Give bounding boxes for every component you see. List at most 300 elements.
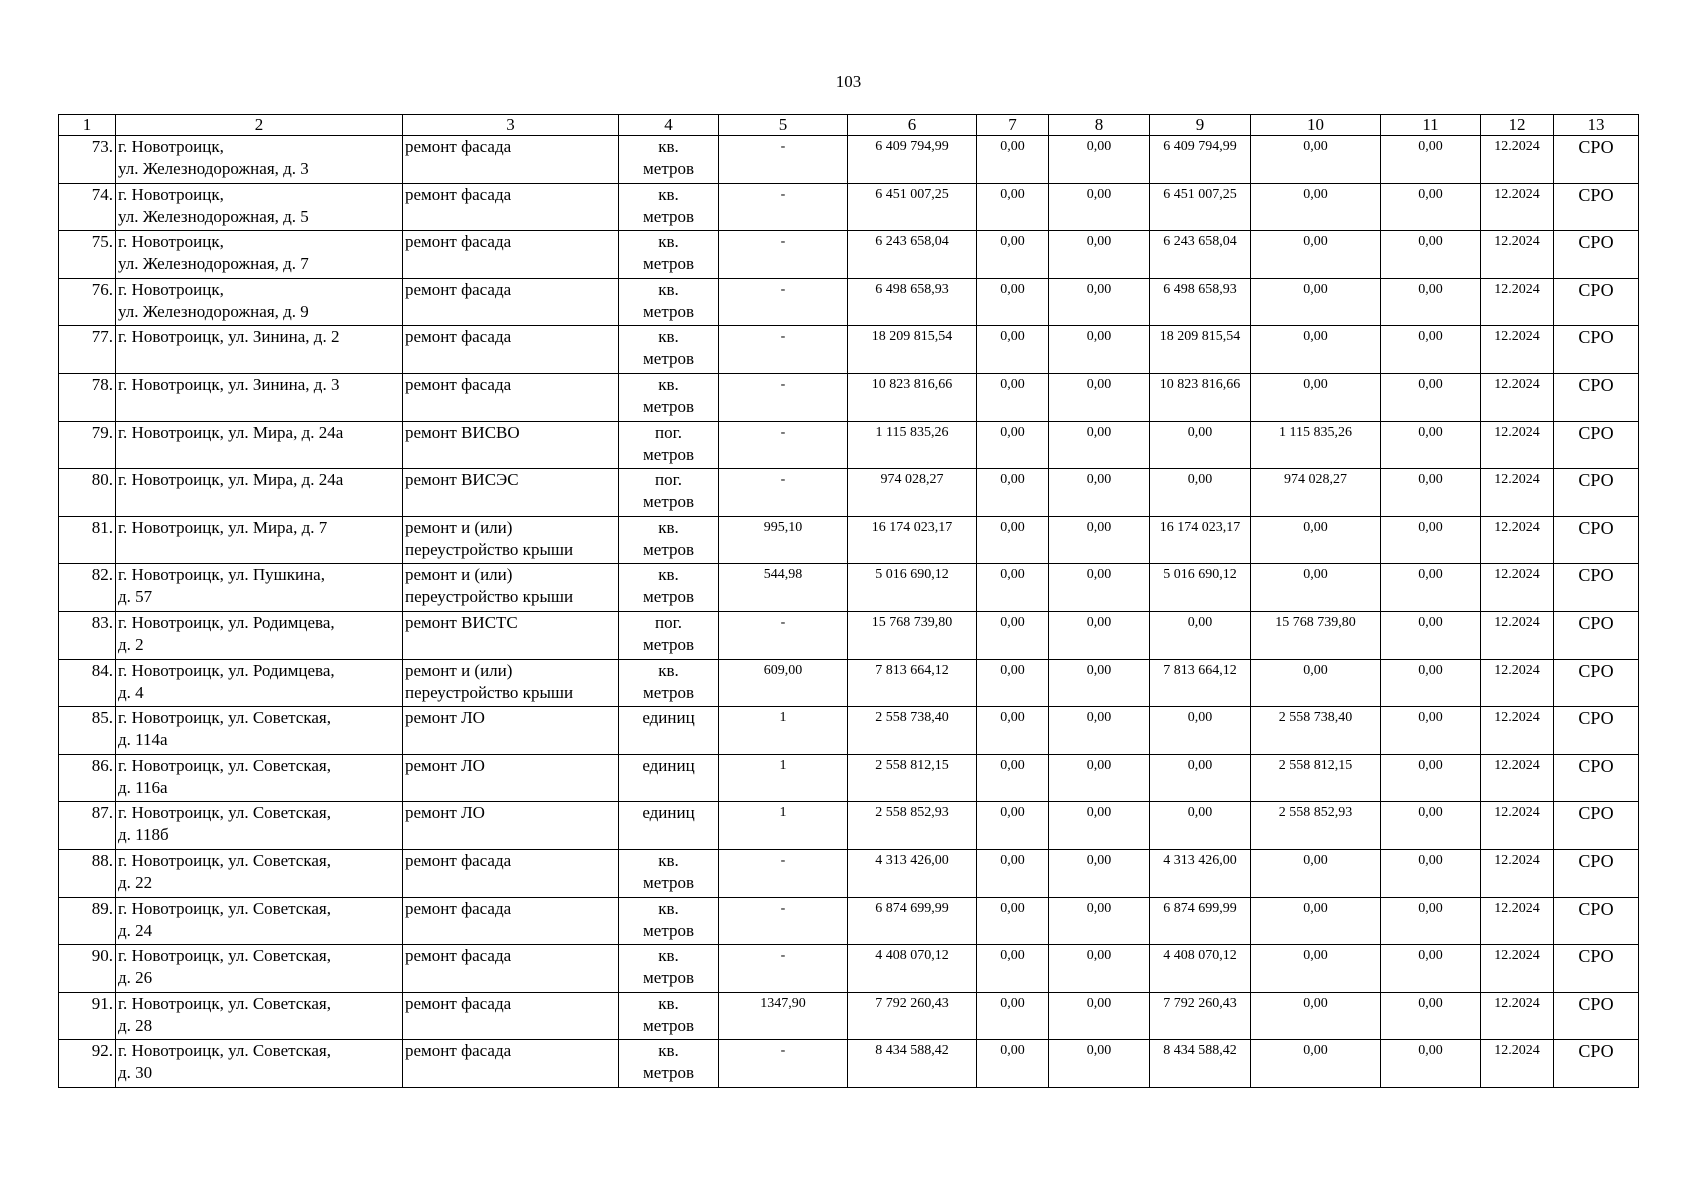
address-cell [116, 469, 403, 517]
table-row [59, 421, 1639, 469]
work-type-cell [403, 849, 619, 897]
deadline-cell-line: 12.2024 [1494, 281, 1540, 297]
col8-cell [1049, 802, 1150, 850]
row-number [59, 421, 116, 469]
table-row [59, 802, 1639, 850]
col7-cell-line: 0,00 [1000, 281, 1025, 297]
work-type-cell [403, 231, 619, 279]
work-type-cell-line: ремонт фасада [405, 232, 512, 252]
row-number [59, 849, 116, 897]
volume-cell-line: - [780, 139, 786, 154]
header-cell-col7: 7 [977, 115, 1049, 136]
table-body [59, 136, 1639, 1088]
deadline-cell-line: 12.2024 [1494, 424, 1540, 440]
col7-cell-line: 0,00 [1000, 329, 1025, 345]
header-cell-col3: 3 [403, 115, 619, 136]
address-cell-line: д. 28 [118, 1015, 153, 1035]
unit-cell [619, 1040, 719, 1088]
unit-cell [619, 326, 719, 374]
work-type-cell-line: ремонт фасада [405, 137, 512, 156]
address-cell-line: д. 116а [118, 777, 168, 797]
total-cost-cell-line: 18 209 815,54 [871, 329, 953, 345]
unit-cell-line: кв. [658, 184, 679, 204]
unit-cell-line: метров [643, 159, 694, 178]
unit-cell [619, 754, 719, 802]
col7-cell-line: 0,00 [1000, 614, 1025, 630]
col7-cell-line: 0,00 [1000, 376, 1025, 392]
total-cost-cell-line: 2 558 812,15 [875, 757, 949, 773]
col7-cell-line: 0,00 [1000, 948, 1025, 964]
deadline-cell [1481, 326, 1554, 374]
col7-cell-line: 0,00 [1000, 995, 1025, 1011]
address-cell-line: г. Новотроицк, ул. Мира, д. 7 [118, 517, 328, 537]
col9-cell-line: 6 874 699,99 [1163, 900, 1237, 916]
executor-cell [1554, 707, 1639, 755]
row-number-line: 78. [91, 374, 113, 394]
unit-cell-line: метров [643, 682, 694, 702]
address-cell-line: г. Новотроицк, ул. Родимцева, [118, 660, 335, 680]
col11-cell [1381, 373, 1481, 421]
executor-cell [1554, 136, 1639, 184]
unit-cell [619, 707, 719, 755]
unit-cell-line: метров [643, 349, 694, 369]
work-type-cell [403, 516, 619, 564]
col8-cell [1049, 945, 1150, 993]
col8-cell [1049, 1040, 1150, 1088]
address-cell-line: г. Новотроицк, ул. Пушкина, [118, 565, 325, 585]
col8-cell-line: 0,00 [1086, 710, 1112, 726]
address-cell-line: г. Новотроицк, ул. Советская, [118, 993, 331, 1013]
col11-cell [1381, 659, 1481, 707]
table-row [59, 1040, 1639, 1088]
unit-cell [619, 469, 719, 517]
deadline-cell [1481, 183, 1554, 231]
col10-cell-line: 0,00 [1303, 234, 1328, 250]
col8-cell [1049, 326, 1150, 374]
col10-cell-line: 0,00 [1303, 519, 1328, 535]
col7-cell [977, 611, 1049, 659]
deadline-cell [1481, 278, 1554, 326]
executor-cell [1554, 231, 1639, 279]
col10-cell-line: 2 558 812,15 [1278, 757, 1353, 773]
unit-cell [619, 945, 719, 993]
deadline-cell-line: 12.2024 [1494, 329, 1540, 345]
total-cost-cell [848, 373, 977, 421]
col7-cell-line: 0,00 [1000, 424, 1025, 440]
deadline-cell [1481, 469, 1554, 517]
col9-cell [1150, 945, 1251, 993]
col9-cell-line: 6 451 007,25 [1163, 186, 1237, 202]
row-number-line: 92. [91, 1041, 113, 1061]
work-type-cell [403, 754, 619, 802]
col10-cell-line: 974 028,27 [1284, 472, 1347, 488]
work-type-cell [403, 136, 619, 184]
col11-cell-line: 0,00 [1418, 614, 1443, 630]
col7-cell [977, 992, 1049, 1040]
deadline-cell [1481, 421, 1554, 469]
header-cell-col1: 1 [59, 115, 116, 136]
col7-cell [977, 802, 1049, 850]
col10-cell [1251, 136, 1381, 184]
works-table [58, 114, 1639, 1088]
volume-cell [719, 945, 848, 993]
col9-cell-line: 0,00 [1187, 614, 1213, 630]
col9-cell-line: 10 823 816,66 [1159, 376, 1241, 392]
col9-cell [1150, 659, 1251, 707]
executor-cell [1554, 469, 1639, 517]
col10-cell [1251, 849, 1381, 897]
executor-cell [1554, 849, 1639, 897]
col7-cell-line: 0,00 [1000, 234, 1025, 250]
deadline-cell-line: 12.2024 [1494, 995, 1540, 1011]
address-cell [116, 659, 403, 707]
row-number [59, 802, 116, 850]
col9-cell [1150, 278, 1251, 326]
col10-cell-line: 0,00 [1303, 281, 1328, 297]
volume-cell-line: - [780, 234, 786, 250]
executor-cell [1554, 278, 1639, 326]
work-type-cell [403, 992, 619, 1040]
col11-cell [1381, 754, 1481, 802]
volume-cell-line: - [780, 948, 786, 964]
col7-cell-line: 0,00 [1000, 472, 1025, 488]
unit-cell-line: метров [643, 492, 694, 512]
address-cell-line: г. Новотроицк, [118, 137, 224, 156]
total-cost-cell [848, 849, 977, 897]
col7-cell-line: 0,00 [1000, 710, 1025, 726]
executor-cell-line: СРО [1578, 946, 1614, 967]
work-type-cell [403, 659, 619, 707]
address-cell-line: ул. Железнодорожная, д. 3 [118, 159, 309, 178]
executor-cell [1554, 421, 1639, 469]
col11-cell [1381, 849, 1481, 897]
address-cell [116, 373, 403, 421]
unit-cell-line: кв. [658, 850, 679, 870]
col9-cell [1150, 707, 1251, 755]
volume-cell [719, 421, 848, 469]
row-number-line: 73. [91, 137, 113, 156]
deadline-cell [1481, 516, 1554, 564]
volume-cell [719, 516, 848, 564]
col9-cell-line: 6 409 794,99 [1163, 139, 1237, 154]
col11-cell-line: 0,00 [1418, 281, 1443, 297]
col8-cell-line: 0,00 [1086, 376, 1112, 392]
address-cell [116, 183, 403, 231]
header-cell-col10: 10 [1251, 115, 1381, 136]
work-type-cell [403, 373, 619, 421]
volume-cell [719, 278, 848, 326]
col7-cell [977, 516, 1049, 564]
col9-cell-line: 0,00 [1187, 710, 1213, 726]
col7-cell [977, 945, 1049, 993]
total-cost-cell [848, 231, 977, 279]
work-type-cell [403, 469, 619, 517]
total-cost-cell [848, 469, 977, 517]
volume-cell [719, 849, 848, 897]
work-type-cell-line: ремонт фасада [405, 993, 512, 1013]
deadline-cell [1481, 659, 1554, 707]
col9-cell-line: 0,00 [1187, 472, 1213, 488]
table-row [59, 659, 1639, 707]
col11-cell-line: 0,00 [1418, 1043, 1443, 1059]
deadline-cell [1481, 231, 1554, 279]
col9-cell-line: 8 434 588,42 [1163, 1043, 1237, 1059]
address-cell-line: д. 4 [118, 682, 144, 702]
unit-cell [619, 231, 719, 279]
deadline-cell [1481, 1040, 1554, 1088]
col11-cell [1381, 945, 1481, 993]
address-cell-line: ул. Железнодорожная, д. 9 [118, 301, 309, 321]
row-number-line: 90. [91, 946, 113, 966]
deadline-cell-line: 12.2024 [1494, 900, 1540, 916]
col10-cell-line: 1 115 835,26 [1279, 424, 1352, 440]
col11-cell [1381, 278, 1481, 326]
unit-cell [619, 516, 719, 564]
col7-cell-line: 0,00 [1000, 519, 1025, 535]
volume-cell-line: - [780, 614, 786, 630]
executor-cell [1554, 564, 1639, 612]
table-row [59, 183, 1639, 231]
unit-cell-line: единиц [642, 708, 695, 728]
total-cost-cell [848, 183, 977, 231]
header-cell-col9: 9 [1150, 115, 1251, 136]
col10-cell [1251, 373, 1381, 421]
table-row [59, 278, 1639, 326]
col11-cell-line: 0,00 [1418, 472, 1443, 488]
address-cell-line: г. Новотроицк, ул. Советская, [118, 708, 331, 728]
unit-cell-line: кв. [658, 327, 679, 347]
col9-cell-line: 7 813 664,12 [1163, 662, 1237, 678]
col11-cell [1381, 802, 1481, 850]
col7-cell [977, 421, 1049, 469]
unit-cell-line: единиц [642, 803, 695, 823]
col10-cell [1251, 469, 1381, 517]
col8-cell-line: 0,00 [1086, 424, 1112, 440]
address-cell-line: г. Новотроицк, ул. Советская, [118, 946, 331, 966]
unit-cell-line: метров [643, 301, 694, 321]
col11-cell-line: 0,00 [1418, 900, 1443, 916]
col9-cell [1150, 326, 1251, 374]
work-type-cell [403, 564, 619, 612]
header-cell-col11: 11 [1381, 115, 1481, 136]
volume-cell-line: 1 [779, 805, 787, 821]
executor-cell-line: СРО [1578, 517, 1614, 538]
col9-cell [1150, 564, 1251, 612]
unit-cell [619, 278, 719, 326]
col11-cell [1381, 564, 1481, 612]
col8-cell-line: 0,00 [1086, 186, 1112, 202]
col10-cell [1251, 707, 1381, 755]
address-cell [116, 945, 403, 993]
address-cell-line: г. Новотроицк, ул. Зинина, д. 2 [118, 327, 340, 347]
unit-cell-line: метров [643, 587, 694, 607]
work-type-cell-line: ремонт фасада [405, 374, 512, 394]
col8-cell-line: 0,00 [1086, 234, 1112, 250]
col8-cell [1049, 897, 1150, 945]
col10-cell-line: 0,00 [1303, 995, 1328, 1011]
col9-cell-line: 0,00 [1187, 757, 1213, 773]
total-cost-cell-line: 5 016 690,12 [875, 567, 949, 583]
total-cost-cell-line: 974 028,27 [880, 472, 944, 488]
deadline-cell [1481, 754, 1554, 802]
col9-cell [1150, 754, 1251, 802]
col10-cell [1251, 231, 1381, 279]
col9-cell [1150, 136, 1251, 184]
unit-cell-line: кв. [658, 232, 679, 252]
address-cell [116, 421, 403, 469]
row-number-line: 81. [91, 517, 113, 537]
deadline-cell [1481, 136, 1554, 184]
executor-cell [1554, 373, 1639, 421]
col8-cell [1049, 231, 1150, 279]
unit-cell-line: кв. [658, 374, 679, 394]
volume-cell [719, 183, 848, 231]
unit-cell-line: метров [643, 396, 694, 416]
table-row [59, 469, 1639, 517]
address-cell-line: г. Новотроицк, ул. Советская, [118, 898, 331, 918]
volume-cell [719, 802, 848, 850]
executor-cell [1554, 516, 1639, 564]
col11-cell [1381, 231, 1481, 279]
table-row [59, 326, 1639, 374]
unit-cell [619, 897, 719, 945]
total-cost-cell [848, 326, 977, 374]
volume-cell-line: - [780, 329, 786, 345]
executor-cell [1554, 611, 1639, 659]
col10-cell-line: 0,00 [1303, 186, 1328, 202]
unit-cell-line: метров [643, 968, 694, 988]
volume-cell-line: - [780, 1043, 786, 1059]
col8-cell-line: 0,00 [1086, 900, 1112, 916]
executor-cell-line: СРО [1578, 1041, 1614, 1062]
header-cell-col8: 8 [1049, 115, 1150, 136]
work-type-cell-line: ремонт и (или) [405, 517, 513, 537]
row-number [59, 611, 116, 659]
row-number-line: 80. [91, 470, 113, 490]
col11-cell [1381, 992, 1481, 1040]
col8-cell [1049, 611, 1150, 659]
volume-cell-line: - [780, 281, 786, 297]
col7-cell [977, 231, 1049, 279]
work-type-cell-line: ремонт фасада [405, 327, 512, 347]
col7-cell-line: 0,00 [1000, 805, 1025, 821]
row-number [59, 564, 116, 612]
address-cell-line: ул. Железнодорожная, д. 5 [118, 206, 309, 226]
col8-cell-line: 0,00 [1086, 281, 1112, 297]
col9-cell-line: 5 016 690,12 [1163, 567, 1237, 583]
col9-cell [1150, 373, 1251, 421]
col7-cell-line: 0,00 [1000, 139, 1025, 154]
col8-cell [1049, 278, 1150, 326]
unit-cell-line: метров [643, 539, 694, 559]
volume-cell [719, 1040, 848, 1088]
col11-cell [1381, 611, 1481, 659]
work-type-cell-line: переустройство крыши [405, 587, 574, 607]
work-type-cell-line: ремонт и (или) [405, 660, 513, 680]
total-cost-cell [848, 707, 977, 755]
work-type-cell-line: ремонт ВИСТС [405, 612, 518, 632]
volume-cell [719, 326, 848, 374]
address-cell [116, 754, 403, 802]
row-number [59, 754, 116, 802]
col11-cell [1381, 707, 1481, 755]
table-row [59, 992, 1639, 1040]
row-number-line: 74. [91, 184, 113, 204]
address-cell-line: г. Новотроицк, [118, 232, 224, 252]
work-type-cell [403, 611, 619, 659]
col8-cell-line: 0,00 [1086, 472, 1112, 488]
executor-cell [1554, 945, 1639, 993]
volume-cell [719, 564, 848, 612]
address-cell-line: г. Новотроицк, ул. Мира, д. 24а [118, 422, 344, 442]
executor-cell-line: СРО [1578, 422, 1614, 443]
address-cell-line: г. Новотроицк, [118, 184, 224, 204]
unit-cell-line: кв. [658, 137, 679, 156]
volume-cell-line: 1 [779, 757, 787, 773]
unit-cell [619, 611, 719, 659]
address-cell-line: г. Новотроицк, ул. Советская, [118, 1041, 331, 1061]
work-type-cell [403, 326, 619, 374]
col11-cell [1381, 421, 1481, 469]
executor-cell-line: СРО [1578, 470, 1614, 491]
total-cost-cell-line: 6 409 794,99 [875, 139, 949, 154]
address-cell-line: г. Новотроицк, [118, 279, 224, 299]
deadline-cell [1481, 564, 1554, 612]
total-cost-cell [848, 516, 977, 564]
work-type-cell [403, 183, 619, 231]
address-cell-line: д. 118б [118, 825, 169, 845]
unit-cell-line: метров [643, 206, 694, 226]
deadline-cell [1481, 992, 1554, 1040]
deadline-cell-line: 12.2024 [1494, 186, 1540, 202]
col7-cell-line: 0,00 [1000, 757, 1025, 773]
row-number [59, 373, 116, 421]
col9-cell [1150, 183, 1251, 231]
address-cell-line: ул. Железнодорожная, д. 7 [118, 254, 309, 274]
col8-cell [1049, 707, 1150, 755]
total-cost-cell [848, 278, 977, 326]
col9-cell-line: 0,00 [1187, 424, 1213, 440]
executor-cell-line: СРО [1578, 612, 1614, 633]
col9-cell-line: 7 792 260,43 [1163, 995, 1237, 1011]
col11-cell [1381, 469, 1481, 517]
executor-cell-line: СРО [1578, 803, 1614, 824]
col11-cell-line: 0,00 [1418, 995, 1443, 1011]
total-cost-cell [848, 992, 977, 1040]
col7-cell [977, 278, 1049, 326]
work-type-cell-line: ремонт ЛО [405, 708, 485, 728]
row-number-line: 88. [91, 850, 113, 870]
col7-cell [977, 1040, 1049, 1088]
col7-cell-line: 0,00 [1000, 900, 1025, 916]
col9-cell [1150, 421, 1251, 469]
col7-cell-line: 0,00 [1000, 662, 1025, 678]
col9-cell-line: 4 408 070,12 [1163, 948, 1237, 964]
work-type-cell-line: ремонт ВИСЭС [405, 470, 519, 490]
col7-cell [977, 183, 1049, 231]
unit-cell [619, 802, 719, 850]
row-number-line: 85. [91, 708, 113, 728]
col8-cell-line: 0,00 [1086, 1043, 1112, 1059]
table-row [59, 611, 1639, 659]
unit-cell [619, 564, 719, 612]
row-number [59, 516, 116, 564]
total-cost-cell-line: 6 451 007,25 [875, 186, 949, 202]
executor-cell-line: СРО [1578, 898, 1614, 919]
executor-cell-line: СРО [1578, 850, 1614, 871]
col7-cell [977, 707, 1049, 755]
deadline-cell-line: 12.2024 [1494, 948, 1540, 964]
